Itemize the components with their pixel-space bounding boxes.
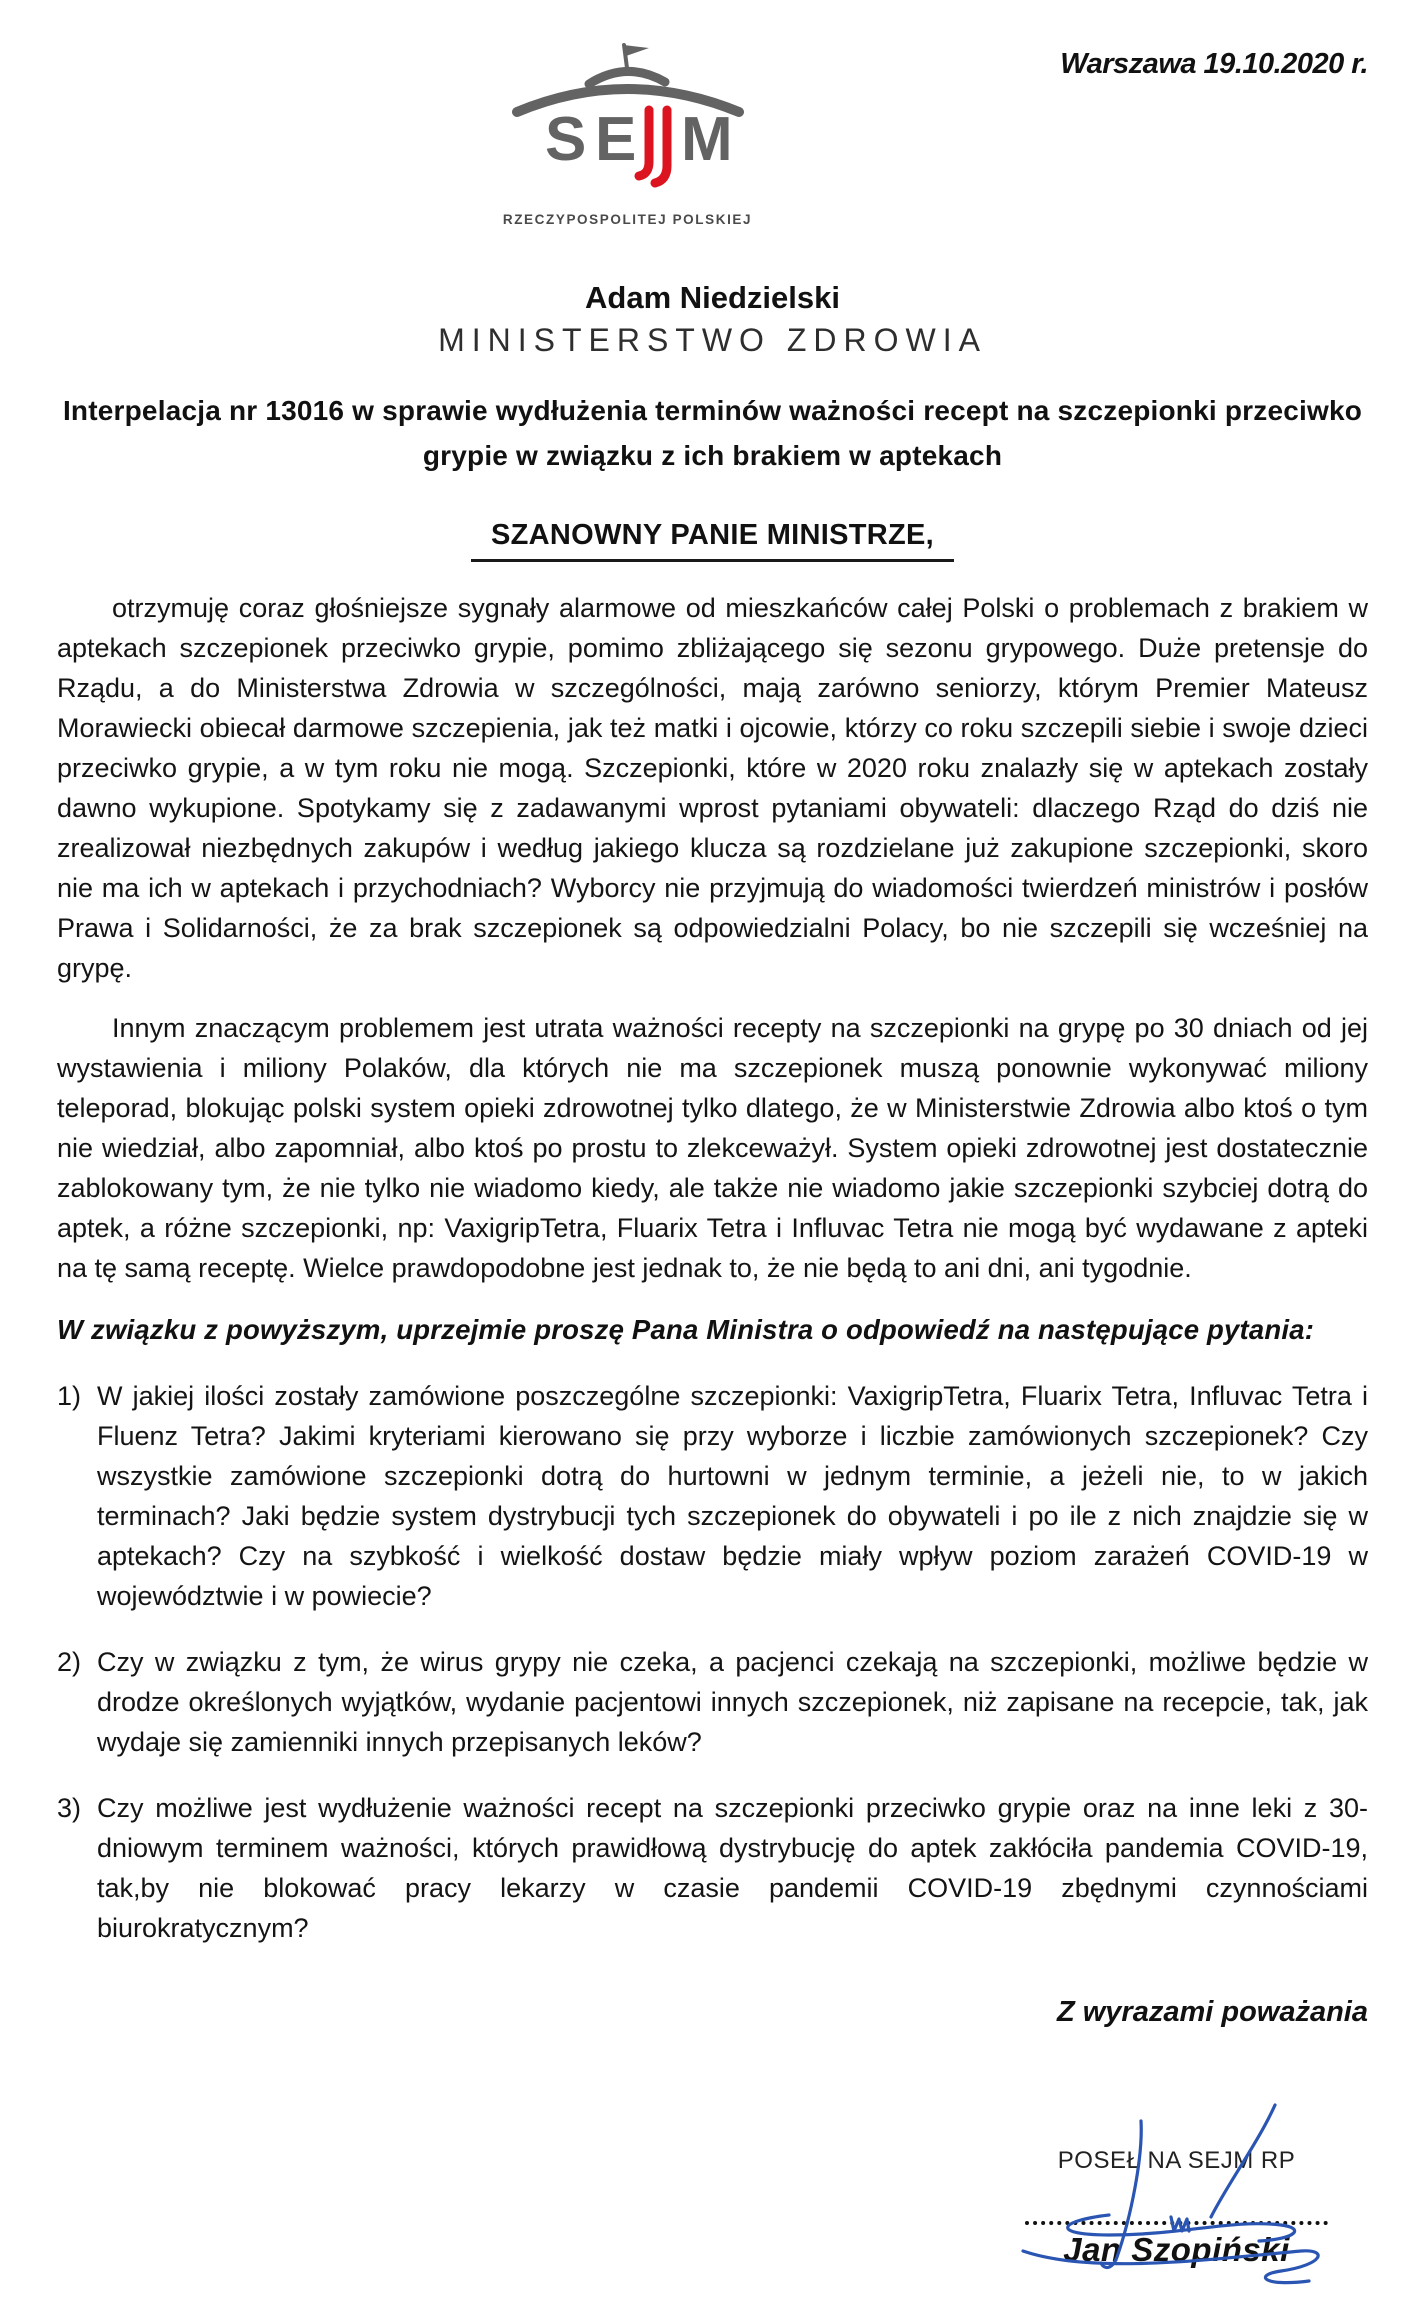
signature-block <box>1025 2147 1328 2269</box>
questions-intro: W związku z powyższym, uprzejmie proszę Pana Ministra o odpowiedź na następujące pytania: <box>57 1313 1315 1345</box>
question-item-2 <box>57 1642 1368 1762</box>
question-item-3 <box>57 1788 1368 1948</box>
document-header <box>57 42 1368 228</box>
sejm-logo <box>503 42 753 227</box>
question-number: 2) <box>57 1646 82 1677</box>
logo-letter-j2 <box>655 110 667 183</box>
sejm-dome-icon <box>503 42 753 210</box>
logo-subtitle: RZECZYPOSPOLITEJ POLSKIEJ <box>502 212 753 227</box>
recipient-institution: MINISTERSTWO ZDROWIA <box>438 322 987 358</box>
question-text: Czy w związku z tym, że wirus grypy nie czeka, a pacjenci czekają na szczepionki, możliwe będzie w drodze określonych wyjątków, wydanie pacjentowi innych szczepionek, niż zapisane na recepcie, tak, jak wydaje się zamienniki innych przepisanych leków? <box>97 1646 1368 1757</box>
logo-letter-e: E <box>594 105 636 174</box>
salutation-row <box>57 519 1368 562</box>
paragraph-2: Innym znaczącym problemem jest utrata ważności recepty na szczepionki na grypę po 30 dniach od jej wystawienia i miliony Polaków, dla których nie ma szczepionek muszą ponownie wykonywać miliony teleporad, blokując polski system opieki zdrowotnej tylko dlatego, że w Ministerstwie Zdrowia albo ktoś o tym nie wiedział, albo zapomniał, albo ktoś po prostu to zlekceważył. System opieki zdrowotnej jest dostatecznie zablokowany tym, że nie tylko nie wiadomo kiedy, ale także nie wiadomo jakie szczepionki szybciej dotrą do aptek, a różne szczepionki, np: VaxigripTetra, Fluarix Tetra i Influvac Tetra nie mogą być wydawane z apteki na tę samą receptę. Wielce prawdopodobne jest jednak to, że nie będą to ani dni, ani tygodnie. <box>57 1012 1368 1283</box>
question-item-1 <box>57 1376 1368 1616</box>
closing-phrase: Z wyrazami poważania <box>1056 1995 1368 2028</box>
paragraph-1: otrzymuję coraz głośniejsze sygnały alarmowe od mieszkańców całej Polski o problemach z brakiem w aptekach szczepionek przeciwko grypie, pomimo zbliżającego się sezonu grypowego. Duże pretensje do Rządu, a do Ministerstwa Zdrowia w szczególności, mają zarówno seniorzy, którym Premier Mateusz Morawiecki obiecał darmowe szczepienia, jak też matki i ojcowie, którzy co roku szczepili siebie i swoje dzieci przeciwko grypie, a w tym roku nie mogą. Szczepionki, które w 2020 roku znalazły się w aptekach zostały dawno wykupione. Spotykamy się z zadawanymi wprost pytaniami obywateli: dlaczego Rząd do dziś nie zrealizował niezbędnych zakupów i według jakiego klucza są rozdzielane już zakupione szczepionki, skoro nie ma ich w aptekach i przychodniach? Wyborcy nie przyjmują do wiadomości twierdzeń ministrów i posłów Prawa i Solidarności, że za brak szczepionek są odpowiedzialni Polacy, bo nie szczepili się wcześniej na grypę. <box>57 592 1368 983</box>
signature-name: Jan Szopiński <box>1063 2230 1290 2268</box>
document-body <box>57 588 1368 1948</box>
question-text: W jakiej ilości zostały zamówione poszczególne szczepionki: VaxigripTetra, Fluarix Tetra, Influvac Tetra i Fluenz Tetra? Jakimi kryteriami kierowano się przy wyborze i liczbie zamówionych szczepionek? Czy wszystkie zamówione szczepionki dotrą do hurtowni w jednym terminie, a jeżeli nie, to w jakich terminach? Jaki będzie system dystrybucji tych szczepionek do obywateli i po ile z nich znajdzie się w aptekach? Czy na szybkość i wielkość dostaw będzie miały wpływ poziom zarażeń COVID-19 w województwie i w powiecie? <box>97 1380 1368 1611</box>
signature-dotted-line <box>1025 2221 1328 2225</box>
question-number: 3) <box>57 1792 82 1823</box>
recipient-name: Adam Niedzielski <box>585 280 840 315</box>
signature-role: POSEŁ NA SEJM RP <box>1057 2146 1296 2174</box>
salutation: SZANOWNY PANIE MINISTRZE, <box>471 519 954 562</box>
recipient-block <box>57 280 1368 359</box>
logo-letter-j1 <box>639 110 649 176</box>
signature-ink-icon <box>1013 2099 1343 2314</box>
question-text: Czy możliwe jest wydłużenie ważności recept na szczepionki przeciwko grypie oraz na inne leki z 30-dniowym terminem ważności, których prawidłową dystrybucję do aptek zakłóciła pandemia COVID-19, tak,by nie blokować pracy lekarzy w czasie pandemii COVID-19 zbędnymi czynnościami biurokratycznym? <box>97 1792 1368 1943</box>
question-number: 1) <box>57 1380 82 1411</box>
document-date: Warszawa 19.10.2020 r. <box>1060 48 1368 80</box>
document-title: Interpelacja nr 13016 w sprawie wydłużenia terminów ważności recept na szczepionki przeciwko grypie w związku z ich brakiem w aptekach <box>62 395 1363 471</box>
logo-letter-s: S <box>544 105 586 174</box>
logo-letter-m: M <box>680 105 733 174</box>
